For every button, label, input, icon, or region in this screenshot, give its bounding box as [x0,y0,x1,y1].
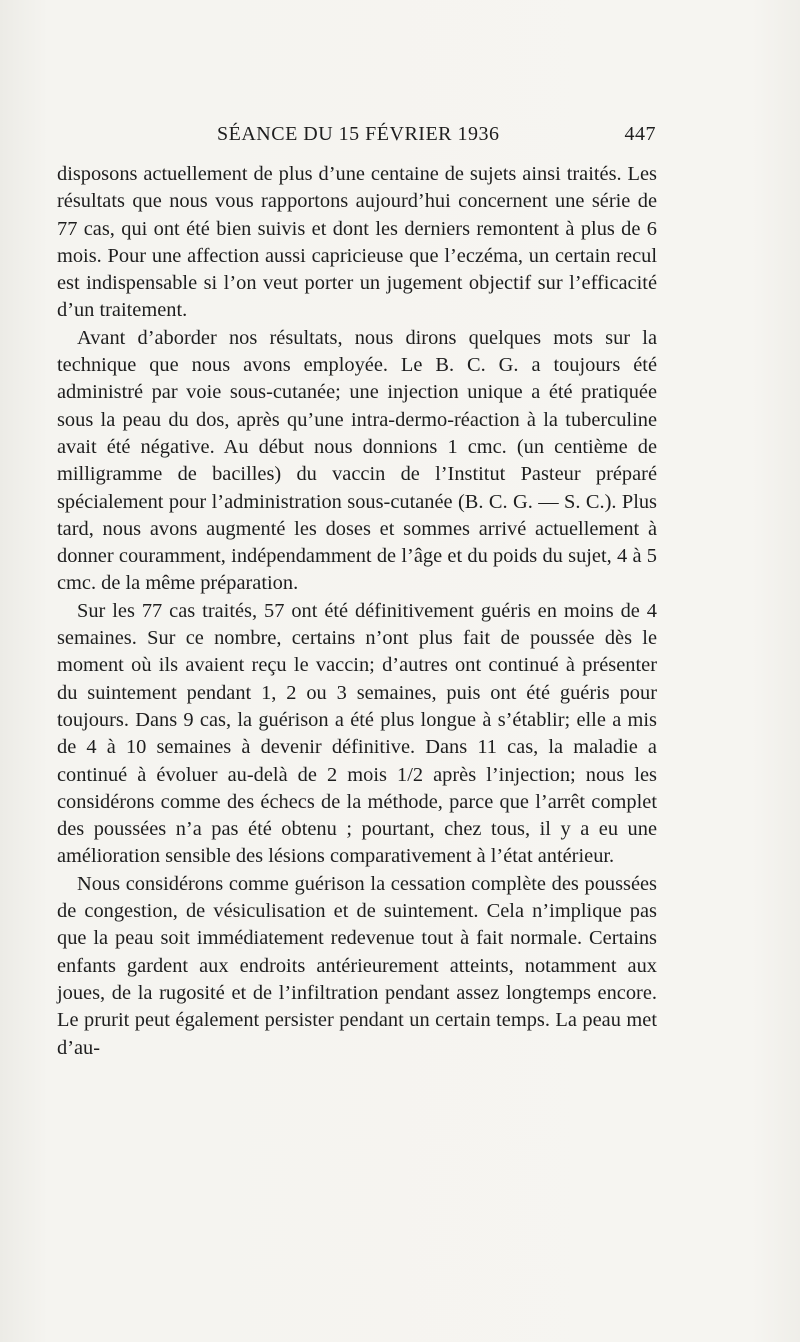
running-header [57,123,656,151]
paragraph-2: Avant d’aborder nos résultats, nous dirons quelques mots sur la technique que nous avons employée. Le B. C. G. a toujours été administré par voie sous-cutanée; une injection unique a été pratiquée sous la peau du dos, après qu’une intra-dermo-réaction à la tuberculine avait été négative. Au début nous donnions 1 cmc. (un centième de milligramme de bacilles) du vaccin de l’Institut Pasteur préparé spécialement pour l’administration sous-cutanée (B. C. G. — S. C.). Plus tard, nous avons augmenté les doses et sommes arrivé actuellement à donner couramment, indépendamment de l’âge et du poids du sujet, 4 à 5 cmc. de la même préparation. [57,326,657,595]
header-title: SÉANCE DU 15 FÉVRIER 1936 [217,123,500,145]
paragraph-1: disposons actuellement de plus d’une centaine de sujets ainsi traités. Les résultats que nous vous rapportons aujourd’hui concernent une série de 77 cas, qui ont été bien suivis et dont les derniers remontent à plus de 6 mois. Pour une affection aussi capricieuse que l’eczéma, un certain recul est indispensable si l’on veut porter un jugement objectif sur l’efficacité d’un traitement. [57,163,657,322]
page-number: 447 [624,123,656,145]
paragraph-3: Sur les 77 cas traités, 57 ont été définitivement guéris en moins de 4 semaines. Sur ce nombre, certains n’ont plus fait de poussée dès le moment où ils avaient reçu le vaccin; d’autres ont continué à présenter du suintement pendant 1, 2 ou 3 semaines, puis ont été guéris pour toujours. Dans 9 cas, la guérison a été plus longue à s’établir; elle a mis de 4 à 10 semaines à devenir définitive. Dans 11 cas, la maladie a continué à évoluer au-delà de 2 mois 1/2 après l’injection; nous les considérons comme des échecs de la méthode, parce que l’arrêt complet des poussées n’a pas été obtenu ; pourtant, chez tous, il y a eu une amélioration sensible des lésions comparativement à l’état antérieur. [57,599,657,868]
paragraph-4: Nous considérons comme guérison la cessation complète des poussées de congestion, de vésiculisation et de suintement. Cela n’implique pas que la peau soit immédiatement redevenue tout à fait normale. Certains enfants gardent aux endroits antérieurement atteints, notamment aux joues, de la rugosité et de l’infiltration pendant assez longtemps encore. Le prurit peut également persister pendant un certain temps. La peau met d’au- [57,872,657,1059]
body-text [57,161,657,1062]
